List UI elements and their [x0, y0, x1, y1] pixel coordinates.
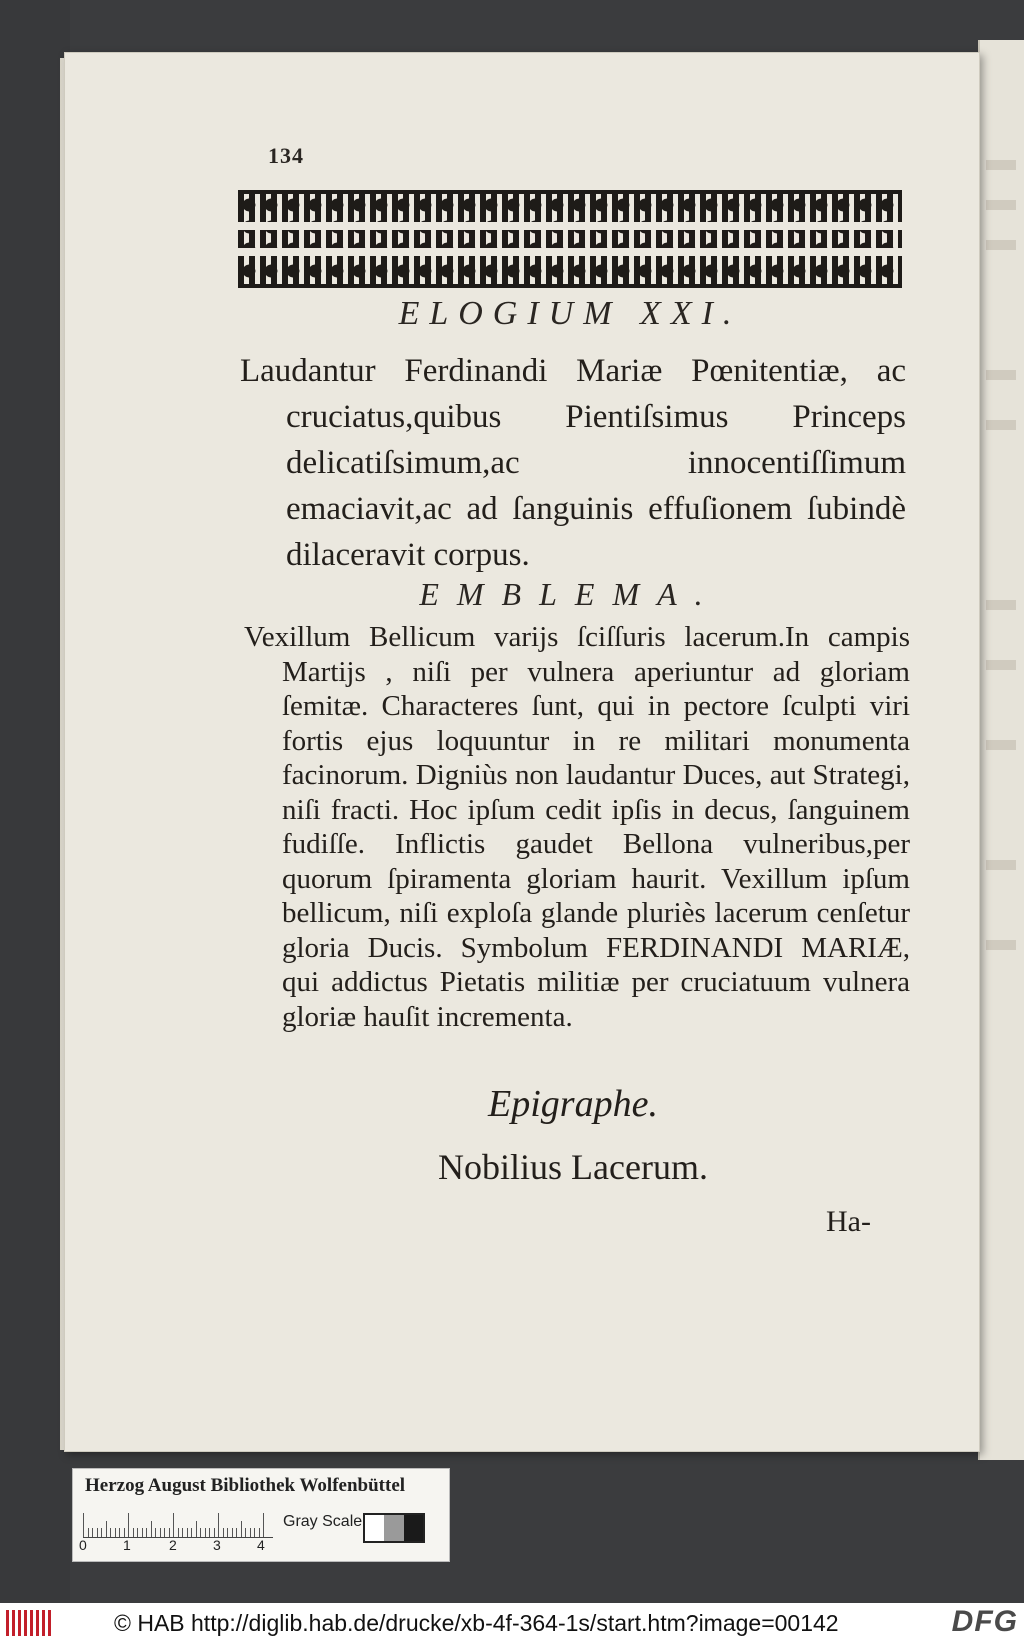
elogium-title: ELOGIUM XXI. [398, 295, 742, 332]
ruler-tick [227, 1528, 228, 1537]
ruler-tick [245, 1528, 246, 1537]
ruler-tick [119, 1528, 120, 1537]
heading-paragraph: Laudantur Ferdinandi Mariæ Pœnitentiæ, ac cruciatus,quibus Pientiſsimus Princeps delicatiſsimum,ac innocentiſſimum emaciavit,ac ad ſanguinis effuſionem ſubindè dilaceravit corpus. [240, 353, 906, 573]
ruler-tick [146, 1528, 147, 1537]
ruler-tick [128, 1513, 129, 1537]
ruler-tick [142, 1528, 143, 1537]
decorative-ornament-band [238, 190, 902, 288]
ruler-tick [110, 1528, 111, 1537]
ruler-tick [191, 1528, 192, 1537]
color-scale-card [72, 1468, 450, 1562]
ruler-tick [115, 1528, 116, 1537]
ruler-tick [151, 1521, 152, 1537]
ruler-tick [124, 1528, 125, 1537]
ruler-tick [97, 1528, 98, 1537]
ruler-tick [250, 1528, 251, 1537]
epigraphe-label: Epigraphe. [488, 1083, 658, 1125]
footer-bar [0, 1603, 1024, 1643]
ruler-tick [254, 1528, 255, 1537]
ruler-tick [178, 1528, 179, 1537]
ruler-number: 3 [213, 1537, 221, 1553]
institution-name: Herzog August Bibliothek Wolfenbüttel [85, 1475, 406, 1496]
ruler-tick [232, 1528, 233, 1537]
ruler-tick [223, 1528, 224, 1537]
ruler-tick [133, 1528, 134, 1537]
ruler-number: 0 [79, 1537, 87, 1553]
footer-credit-link[interactable]: © HAB http://diglib.hab.de/drucke/xb-4f-364-1s/start.htm?image=00142 [114, 1609, 839, 1636]
ruler-number: 1 [123, 1537, 131, 1553]
catchword: Ha- [826, 1205, 871, 1238]
ruler-numbers [79, 1537, 279, 1557]
ruler-tick [259, 1528, 260, 1537]
ruler-number: 2 [169, 1537, 177, 1553]
ruler-tick [83, 1513, 84, 1537]
ruler-tick [164, 1528, 165, 1537]
ruler-tick [196, 1521, 197, 1537]
gray-scale-swatch [363, 1513, 425, 1543]
ruler-tick [169, 1528, 170, 1537]
ruler-tick [218, 1513, 219, 1537]
emblema-body [244, 620, 910, 1034]
body-paragraph: Vexillum Bellicum varijs ſciſſuris lacerum.In campis Martijs , niſi per vulnera aperiuntur ad gloriam ſemitæ. Characteres ſunt, qui in pectore ſculpti viri fortis ejus loquuntur in re militari monumenta facinorum. Digniùs non laudantur Duces, aut Strategi, niſi fracti. Hoc ipſum cedit ipſis in decus, ſanguinem fudiſſe. Inflictis gaudet Bellona vulneribus,per quorum ſpiramenta gloriam haurit. Vexillum ipſum bellicum, niſi exploſa glande pluriès lacerum cenſetur gloria Ducis. Symbolum FERDINANDI MARIÆ, qui addictus Pietatis militiæ per cruciatuum vulnera gloriæ hauſit incrementa. [244, 621, 910, 1033]
ruler-tick [263, 1513, 264, 1537]
ruler-tick [160, 1528, 161, 1537]
ruler-tick [236, 1528, 237, 1537]
ruler-tick [187, 1528, 188, 1537]
ruler-tick [88, 1528, 89, 1537]
ruler-number: 4 [257, 1537, 265, 1553]
ruler-tick [205, 1528, 206, 1537]
ruler-tick [101, 1528, 102, 1537]
ruler-tick [241, 1521, 242, 1537]
page-number: 134 [268, 143, 304, 168]
ruler-tick [137, 1528, 138, 1537]
dfg-logo: DFG [951, 1605, 1018, 1638]
elogium-heading [240, 348, 906, 578]
ruler-tick [209, 1528, 210, 1537]
ruler-tick [155, 1528, 156, 1537]
gray-scale-label: Gray Scale [283, 1513, 363, 1530]
hab-logo-icon [4, 1606, 52, 1640]
motto: Nobilius Lacerum. [438, 1147, 708, 1187]
ruler-tick [92, 1528, 93, 1537]
ruler-tick [214, 1528, 215, 1537]
ruler-tick [106, 1521, 107, 1537]
adjacent-page-edge [978, 40, 1024, 1460]
ruler-tick [182, 1528, 183, 1537]
ruler-tick [200, 1528, 201, 1537]
emblema-label: EMBLEMA. [419, 576, 721, 612]
ruler-tick [173, 1513, 174, 1537]
ruler [83, 1509, 273, 1538]
